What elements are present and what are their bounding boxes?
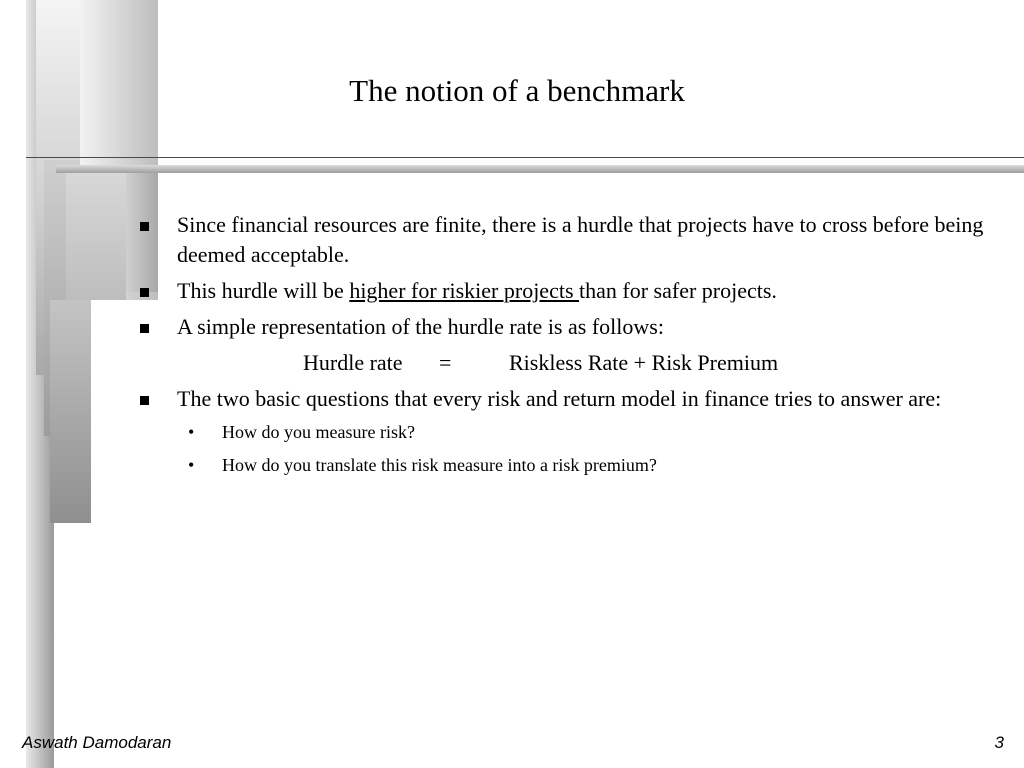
sub-bullet-item — [140, 453, 1000, 477]
sub-bullet-item — [140, 420, 1000, 444]
bullet-text-underlined: higher for riskier projects — [349, 278, 580, 303]
formula-rhs: Riskless Rate + Risk Premium — [509, 350, 779, 375]
footer-author: Aswath Damodaran — [22, 733, 172, 752]
dot-bullet-icon: • — [188, 422, 195, 442]
divider-bar — [56, 165, 1024, 173]
slide-title: The notion of a benchmark — [349, 73, 685, 108]
dot-bullet-icon: • — [188, 455, 195, 475]
bullet-text: Since financial resources are finite, there is a hurdle that projects have to cross before being deemed acceptable. — [177, 212, 984, 267]
square-bullet-icon — [140, 396, 149, 405]
formula-equals: = — [439, 350, 452, 375]
sub-bullet-text: How do you translate this risk measure into a risk premium? — [222, 455, 657, 475]
bullet-text: The two basic questions that every risk and return model in finance tries to answer are: — [177, 386, 942, 411]
formula — [140, 348, 1000, 378]
sub-bullet-text: How do you measure risk? — [222, 422, 415, 442]
bullet-item — [140, 384, 1000, 414]
bullet-text-pre: This hurdle will be — [177, 278, 350, 303]
square-bullet-icon — [140, 222, 149, 231]
formula-lhs: Hurdle rate — [303, 350, 403, 375]
bullet-text-post: than for safer projects. — [579, 278, 777, 303]
square-bullet-icon — [140, 324, 149, 333]
decor-bar — [66, 172, 126, 300]
slide-body — [140, 210, 1000, 486]
bullet-item — [140, 210, 1000, 270]
bullet-text: A simple representation of the hurdle rate is as follows: — [177, 314, 664, 339]
decor-bar — [50, 300, 91, 523]
bullet-item — [140, 312, 1000, 342]
divider-line — [26, 157, 1024, 158]
page-number: 3 — [994, 733, 1004, 752]
bullet-item — [140, 276, 1000, 306]
square-bullet-icon — [140, 288, 149, 297]
